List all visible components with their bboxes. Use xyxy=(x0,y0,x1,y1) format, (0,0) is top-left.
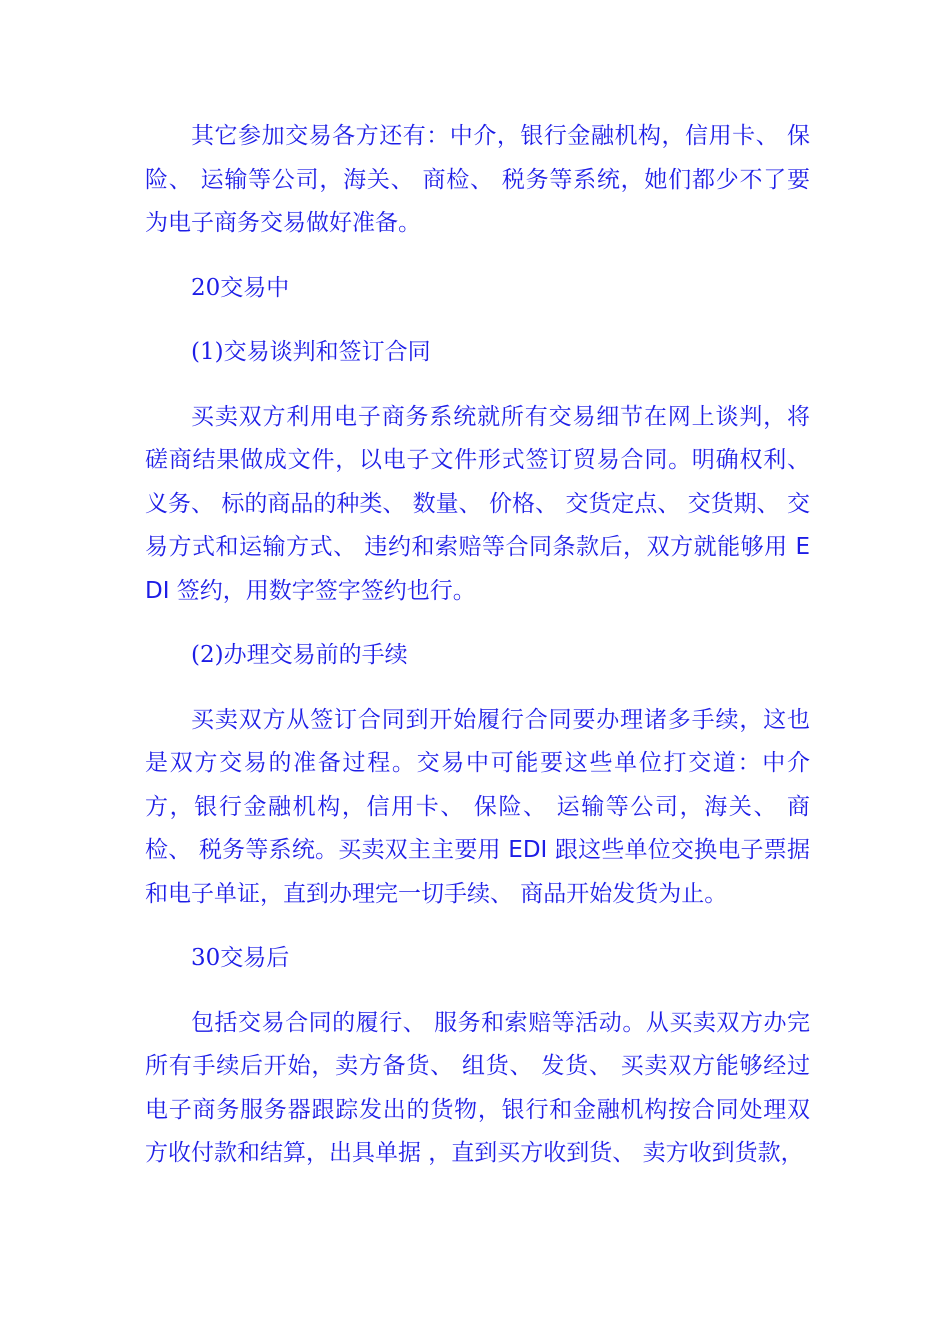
subheading-negotiation-contract: (1)交易谈判和签订合同 xyxy=(191,339,431,365)
document-body xyxy=(145,115,810,1176)
paragraph-after-transaction: 包括交易合同的履行、 服务和索赔等活动。从买卖双方办完所有手续后开始，卖方备货、 组货、 发货、 买卖双方能够经过电子商务服务器跟踪发出的货物，银行和金融机构按合同处理双方收付款和结算，出具单据 ，直到买方收到货、 卖方收到货款， xyxy=(145,1009,810,1166)
paragraph-negotiation: 买卖双方利用电子商务系统就所有交易细节在网上谈判，将磋商结果做成文件，以电子文件形式签订贸易合同。明确权利、 义务、 标的商品的种类、 数量、 价格、 交货定点、 交货期、 交易方式和运输方式、 违约和索赔等合同条款后，双方就能够用 EDI 签约，用数字签字签约也行。 xyxy=(145,403,810,604)
paragraph-procedures: 买卖双方从签订合同到开始履行合同要办理诸多手续，这也是双方交易的准备过程。交易中可能要这些单位打交道：中介方，银行金融机构，信用卡、 保险、 运输等公司，海关、 商检、 税务等系统。买卖双主主要用 EDI 跟这些单位交换电子票据和电子单证，直到办理完一切手续、 商品开始发货为止。 xyxy=(145,706,810,907)
section-heading-after-transaction: 30交易后 xyxy=(191,945,290,971)
section-heading-during-transaction: 20交易中 xyxy=(191,274,290,301)
paragraph-other-parties: 其它参加交易各方还有：中介，银行金融机构，信用卡、 保险、 运输等公司，海关、 商检、 税务等系统，她们都少不了要为电子商务交易做好准备。 xyxy=(145,123,810,236)
subheading-pre-transaction-procedures: (2)办理交易前的手续 xyxy=(191,642,408,668)
